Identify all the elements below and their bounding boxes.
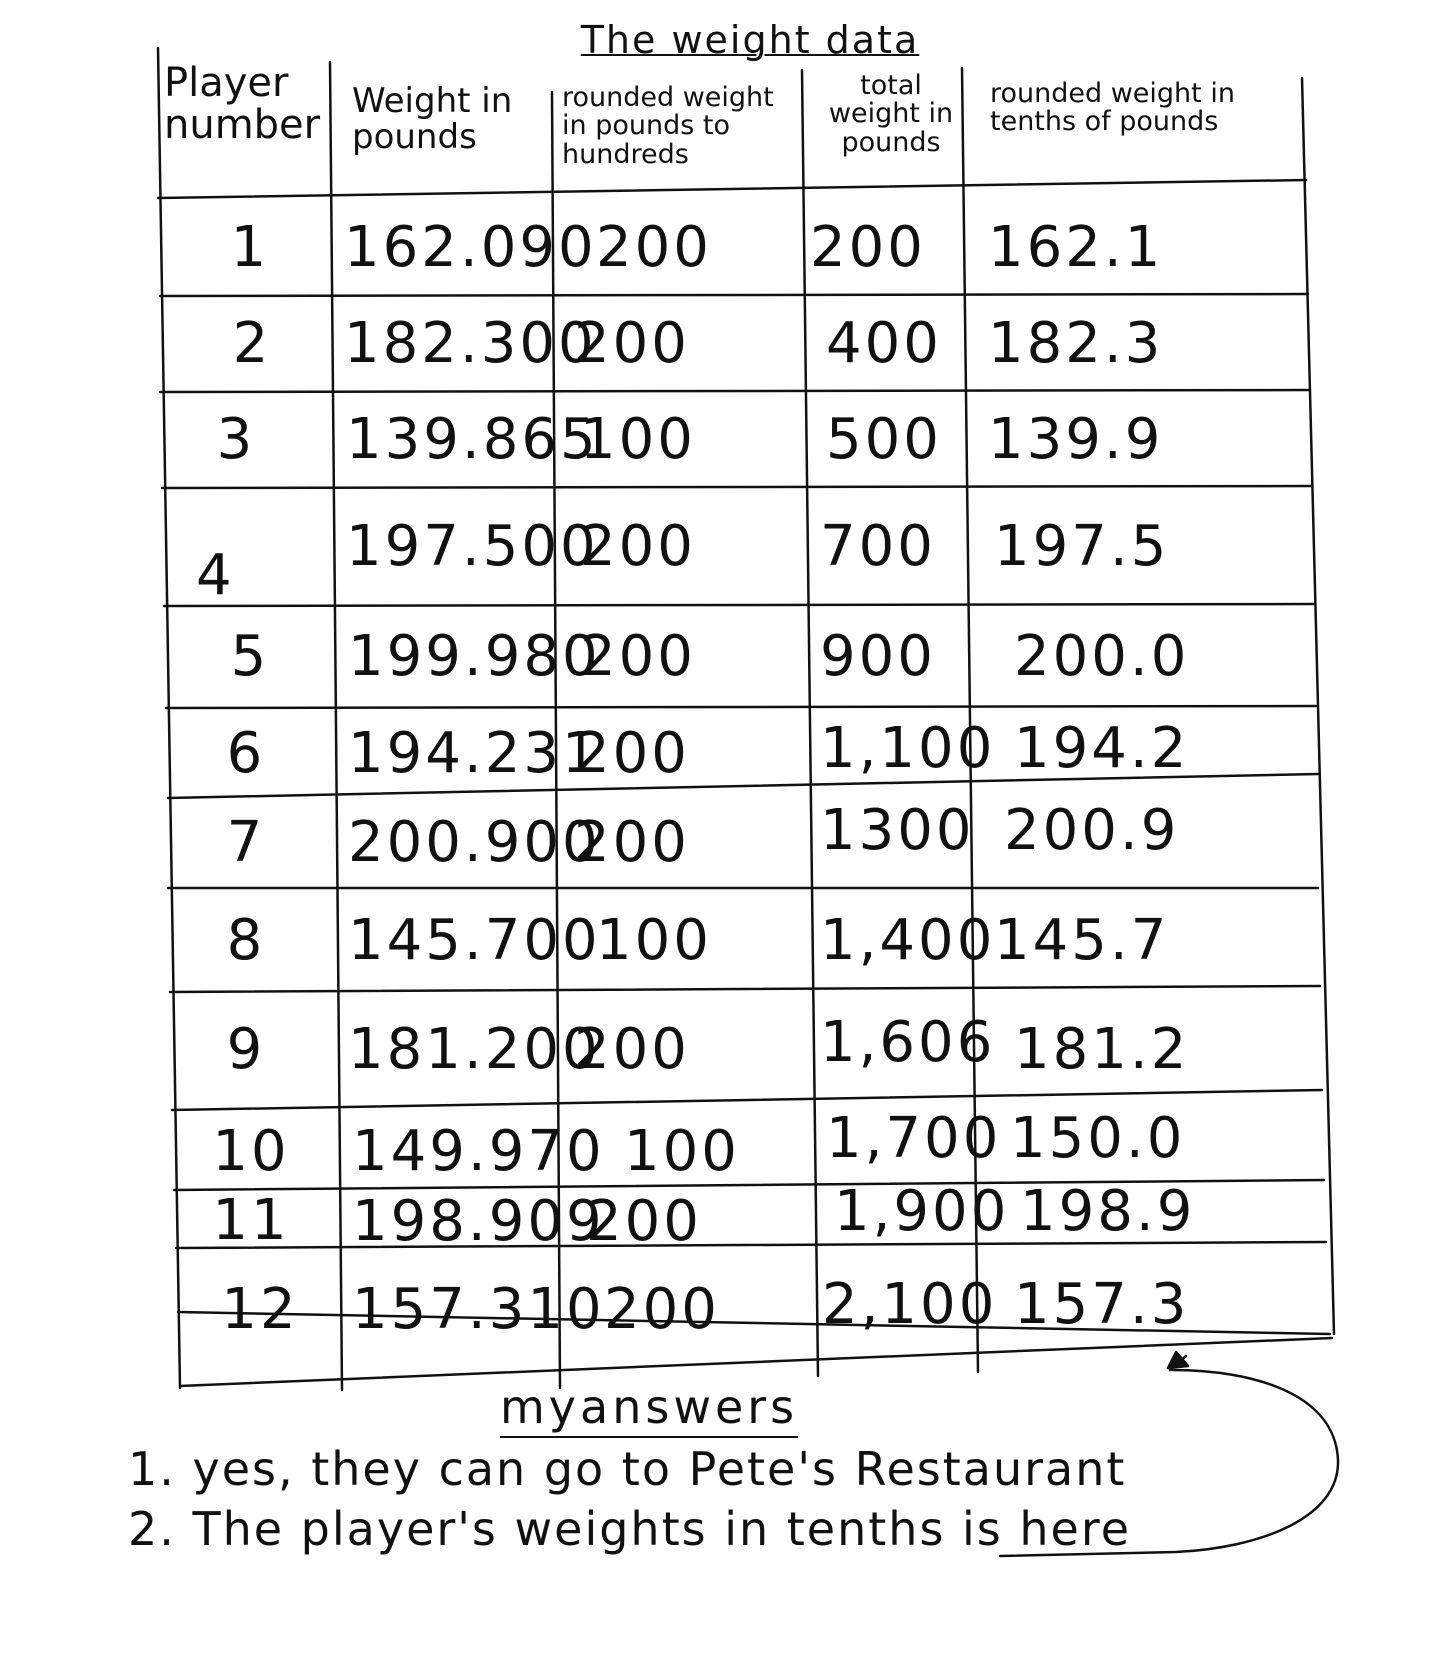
weight-pounds: 198.909 <box>352 1188 605 1254</box>
rounded-tenths: 150.0 <box>1010 1105 1186 1171</box>
weight-pounds: 157.310 <box>352 1276 605 1342</box>
header-total-weight: total weight in pounds <box>828 70 954 158</box>
player-number: 4 <box>196 542 235 608</box>
weight-pounds: 145.700 <box>348 907 601 973</box>
player-number: 12 <box>221 1276 299 1342</box>
total-weight: 2,100 <box>822 1271 998 1337</box>
answers-title-text: myanswers <box>500 1380 798 1438</box>
rounded-hundreds: 200 <box>596 214 712 280</box>
header-rounded-weight-tenths: rounded weight in tenths of pounds <box>990 78 1235 138</box>
header-rounded-weight-hundreds: rounded weight in pounds to hundreds <box>562 82 774 170</box>
answer-line-1: 1. yes, they can go to Pete's Restaurant <box>128 1442 1127 1496</box>
rounded-hundreds: 200 <box>580 623 696 689</box>
rounded-hundreds: 100 <box>580 406 696 472</box>
rounded-hundreds: 200 <box>580 513 696 579</box>
rounded-tenths: 200.0 <box>1014 623 1190 689</box>
total-weight: 400 <box>826 310 942 376</box>
rounded-tenths: 139.9 <box>988 406 1164 472</box>
player-number: 7 <box>226 809 266 875</box>
rounded-hundreds: 100 <box>596 907 712 973</box>
rounded-tenths: 200.9 <box>1004 797 1180 863</box>
player-number: 3 <box>216 406 256 472</box>
header-weight-in-pounds: Weight in pounds <box>352 81 513 157</box>
total-weight: 900 <box>820 623 936 689</box>
rounded-tenths: 145.7 <box>994 907 1170 973</box>
rounded-hundreds: 200 <box>574 1016 690 1082</box>
rounded-hundreds: 200 <box>574 310 690 376</box>
rounded-tenths: 197.5 <box>994 513 1170 579</box>
weight-pounds: 200.900 <box>348 809 601 875</box>
total-weight: 1,900 <box>834 1178 1010 1244</box>
rounded-tenths: 181.2 <box>1014 1016 1190 1082</box>
player-number: 10 <box>212 1118 290 1184</box>
player-number: 6 <box>226 720 266 786</box>
answers-title <box>500 1380 798 1434</box>
player-number: 5 <box>230 623 270 689</box>
weight-pounds: 139.865 <box>346 406 599 472</box>
total-weight: 200 <box>810 214 926 280</box>
player-number: 2 <box>232 310 272 376</box>
weight-pounds: 194.231 <box>348 720 601 786</box>
player-number: 1 <box>230 214 270 280</box>
rounded-tenths: 157.3 <box>1014 1271 1190 1337</box>
header-player-number: Player number <box>164 60 321 148</box>
page-title: The weight data <box>580 18 920 62</box>
total-weight: 1,700 <box>826 1105 1002 1171</box>
answer-line-2: 2. The player's weights in tenths is here <box>128 1502 1132 1556</box>
player-number: 9 <box>226 1016 266 1082</box>
rounded-hundreds: 200 <box>586 1188 702 1254</box>
rounded-tenths: 182.3 <box>988 310 1164 376</box>
weight-pounds: 162.090 <box>344 214 597 280</box>
weight-pounds: 149.970 <box>352 1118 605 1184</box>
rounded-hundreds: 200 <box>574 809 690 875</box>
total-weight: 500 <box>826 406 942 472</box>
weight-pounds: 197.500 <box>346 513 599 579</box>
player-number: 8 <box>226 907 266 973</box>
player-number: 11 <box>212 1187 290 1253</box>
total-weight: 1300 <box>820 797 975 863</box>
total-weight: 1,400 <box>820 907 996 973</box>
weight-pounds: 181.200 <box>348 1016 601 1082</box>
total-weight: 1,606 <box>820 1009 996 1075</box>
rounded-tenths: 162.1 <box>988 214 1164 280</box>
total-weight: 700 <box>820 513 936 579</box>
total-weight: 1,100 <box>820 715 996 781</box>
rounded-hundreds: 200 <box>604 1276 720 1342</box>
rounded-hundreds: 200 <box>574 720 690 786</box>
rounded-tenths: 194.2 <box>1014 715 1190 781</box>
rounded-hundreds: 100 <box>624 1118 740 1184</box>
rounded-tenths: 198.9 <box>1020 1178 1196 1244</box>
weight-pounds: 199.980 <box>348 623 601 689</box>
weight-pounds: 182.300 <box>344 310 597 376</box>
